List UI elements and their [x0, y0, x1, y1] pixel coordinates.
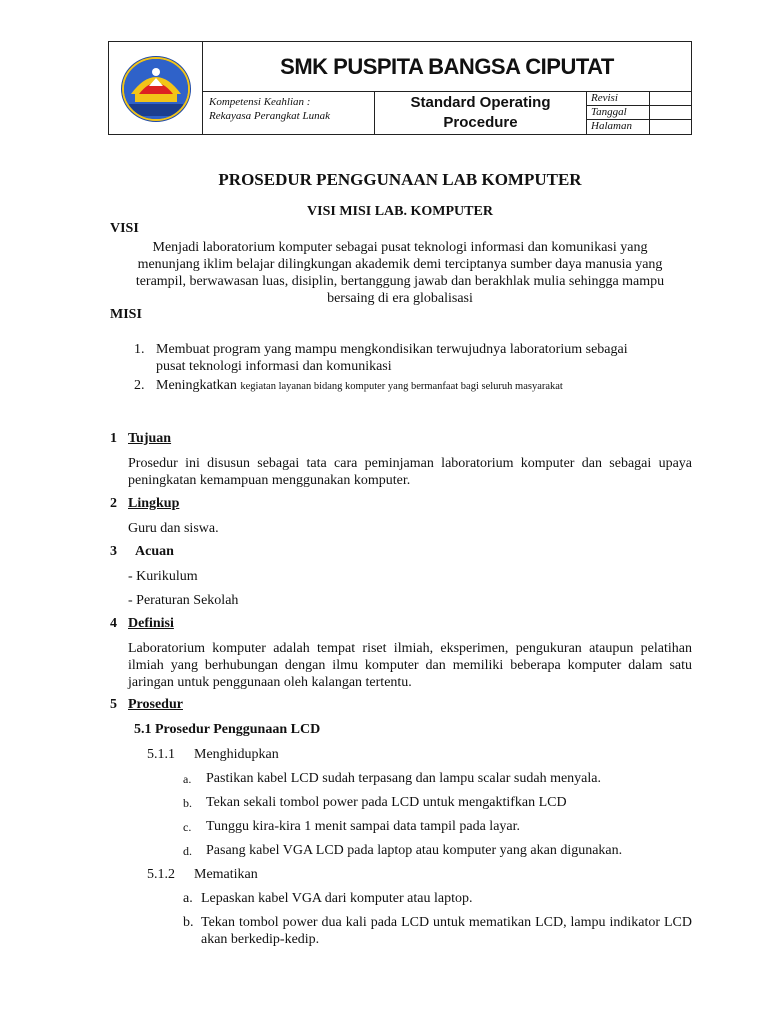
misi-line: pusat teknologi informasi dan komunikasi [156, 359, 392, 374]
section-number: 4 [110, 616, 117, 631]
meta-label: Halaman [591, 120, 632, 132]
misi-item-num: 1. [134, 342, 145, 357]
section-title-prosedur: Prosedur [128, 697, 183, 712]
misi-line: Membuat program yang mampu mengkondisikan terwujudnya laboratorium sebagai [156, 342, 628, 357]
step-letter: a. [183, 891, 193, 906]
step-letter: b. [183, 915, 194, 930]
step-text: Tunggu kira-kira 1 menit sampai data tampil pada layar. [206, 819, 521, 834]
document-title: PROSEDUR PENGGUNAAN LAB KOMPUTER [218, 170, 582, 189]
school-name: SMK PUSPITA BANGSA CIPUTAT [280, 53, 614, 79]
school-name-cell [203, 42, 691, 92]
misi-lead: Meningkatkan [156, 378, 237, 393]
logo-cell [109, 42, 203, 134]
step-letter: d. [183, 844, 192, 858]
meta-cell [587, 92, 691, 134]
sop-cell [375, 92, 587, 134]
school-logo-icon [109, 42, 203, 134]
section-number: 2 [110, 496, 117, 511]
sop-title-line1: Standard Operating [410, 94, 551, 111]
misi-label: MISI [110, 307, 142, 322]
misi-item-1 [156, 341, 696, 375]
meta-row-halaman [587, 120, 691, 134]
step-text: Lepaskan kabel VGA dari komputer atau laptop. [201, 891, 473, 906]
visi-line: menunjang iklim belajar dilingkungan akademik demi terciptanya sumber daya manusia yang [137, 257, 663, 272]
meta-label: Revisi [591, 92, 618, 104]
step-letter: b. [183, 796, 192, 810]
header-table [108, 41, 692, 135]
visi-label: VISI [110, 221, 139, 236]
section-number: 1 [110, 431, 117, 446]
step-letter: c. [183, 820, 192, 834]
acuan-item: - Peraturan Sekolah [128, 593, 239, 608]
sop-title-line2: Procedure [443, 114, 518, 131]
misi-rest: kegiatan layanan bidang komputer yang bermanfaat bagi seluruh masyarakat [240, 381, 563, 392]
section-number: 5 [110, 697, 117, 712]
kompetensi-label: Kompetensi Keahlian : [209, 96, 311, 108]
visi-line: Menjadi laboratorium komputer sebagai pusat teknologi informasi dan komunikasi yang [152, 240, 648, 255]
meta-label: Tanggal [591, 106, 627, 118]
subsub-number: 5.1.1 [147, 747, 175, 762]
step-text: Tekan sekali tombol power pada LCD untuk mengaktifkan LCD [206, 795, 567, 810]
misi-item-num: 2. [134, 378, 145, 393]
section-title-acuan: Acuan [135, 544, 174, 559]
subsection-title: 5.1 Prosedur Penggunaan LCD [134, 722, 321, 737]
visi-line: bersaing di era globalisasi [327, 291, 473, 306]
kompetensi-value: Rekayasa Perangkat Lunak [209, 110, 330, 122]
lingkup-text: Guru dan siswa. [128, 521, 219, 536]
visi-misi-title: VISI MISI LAB. KOMPUTER [307, 204, 493, 219]
section-number: 3 [110, 544, 117, 559]
subsub-title: Menghidupkan [194, 747, 279, 762]
step-text: Pastikan kabel LCD sudah terpasang dan lampu scalar sudah menyala. [206, 771, 601, 786]
section-title-definisi: Definisi [128, 616, 174, 631]
acuan-item: - Kurikulum [128, 569, 198, 584]
section-title-tujuan: Tujuan [128, 431, 172, 446]
definisi-text: Laboratorium komputer adalah tempat riset ilmiah, eksperimen, pengukuran ataupun pelatihan ilmiah yang berhubungan dengan ilmu komputer dan memiliki beberapa komputer dalam satu jaringan untuk penggunaan oleh kalangan tertentu. [128, 641, 692, 690]
kompetensi-cell [203, 92, 375, 134]
subsub-number: 5.1.2 [147, 867, 175, 882]
meta-row-tanggal [587, 106, 691, 120]
step-text: Tekan tombol power dua kali pada LCD untuk mematikan LCD, lampu indikator LCD akan berkedip-kedip. [201, 915, 692, 947]
visi-line: terampil, berwawasan luas, disiplin, bertanggung jawab dan berakhlak mulia sehingga mampu [135, 274, 665, 289]
step-letter: a. [183, 772, 192, 786]
meta-row-revisi [587, 92, 691, 106]
visi-text [100, 239, 700, 307]
tujuan-text: Prosedur ini disusun sebagai tata cara peminjaman laboratorium komputer dan sebagai upaya peningkatan kemampuan menggunakan komputer. [128, 456, 692, 488]
section-title-lingkup: Lingkup [128, 496, 180, 511]
subsub-title: Mematikan [194, 867, 258, 882]
misi-item-2 [156, 377, 696, 395]
step-text: Pasang kabel VGA LCD pada laptop atau komputer yang akan digunakan. [206, 843, 623, 858]
